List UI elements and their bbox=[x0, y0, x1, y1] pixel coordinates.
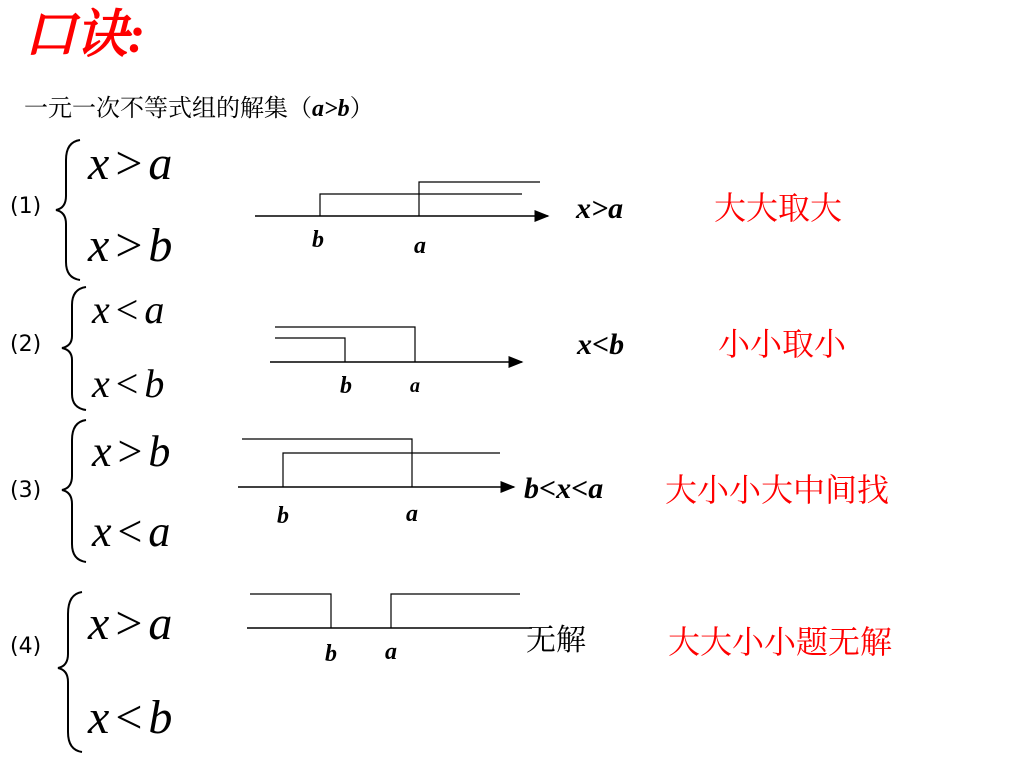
point-label-a: a bbox=[406, 501, 418, 527]
point-label-b: b bbox=[325, 641, 337, 667]
ineq-op: < bbox=[115, 691, 143, 744]
ineq-rhs: b bbox=[148, 219, 173, 272]
inequality-3-2 bbox=[92, 507, 171, 556]
point-label-b: b bbox=[340, 373, 352, 399]
ineq-rhs: a bbox=[144, 287, 165, 332]
number-line-case-4 bbox=[247, 594, 532, 628]
number-line-case-1 bbox=[255, 182, 548, 216]
brace-case-2 bbox=[62, 287, 86, 410]
subtitle-close: ） bbox=[349, 94, 374, 122]
mnemonic-3: 大小小大中间找 bbox=[665, 471, 890, 509]
inequality-1-1 bbox=[88, 137, 173, 190]
ineq-op: > bbox=[115, 219, 143, 272]
brace-case-3 bbox=[62, 420, 86, 562]
mnemonic-4: 大大小小题无解 bbox=[668, 623, 893, 661]
brace-case-4 bbox=[58, 592, 82, 752]
mnemonic-2: 小小取小 bbox=[718, 325, 847, 363]
solution-2: x<b bbox=[577, 328, 625, 361]
ineq-rhs: b bbox=[148, 691, 173, 744]
ineq-rhs: b bbox=[144, 361, 165, 406]
ineq-var: x bbox=[92, 287, 110, 332]
point-label-a: a bbox=[385, 639, 397, 665]
subtitle-text: 一元一次不等式组的解集（ bbox=[24, 94, 312, 122]
case-label-4: (4) bbox=[10, 634, 42, 659]
solution-3: b<x<a bbox=[524, 472, 604, 505]
ineq-var: x bbox=[92, 507, 112, 556]
solution-4: 无解 bbox=[526, 623, 586, 658]
ineq-op: > bbox=[117, 427, 143, 476]
ineq-rhs: a bbox=[148, 507, 171, 556]
case-label-1: (1) bbox=[10, 194, 42, 219]
ineq-rhs: a bbox=[148, 137, 173, 190]
ineq-var: x bbox=[92, 427, 112, 476]
solution-ray-b bbox=[250, 594, 331, 628]
ineq-op: > bbox=[115, 137, 143, 190]
solution-1: x>a bbox=[576, 192, 624, 225]
solution-ray-a bbox=[419, 182, 540, 216]
inequality-4-2 bbox=[88, 691, 173, 744]
ineq-rhs: b bbox=[148, 427, 171, 476]
inequality-2-2 bbox=[92, 361, 165, 406]
case-label-3: (3) bbox=[10, 478, 42, 503]
ineq-op: < bbox=[115, 361, 139, 406]
inequality-4-1 bbox=[88, 597, 173, 650]
slide-title: 口诀: bbox=[24, 7, 146, 64]
brace-case-1 bbox=[56, 140, 80, 280]
solution-ray-a bbox=[391, 594, 520, 628]
ineq-rhs: a bbox=[148, 597, 173, 650]
ineq-var: x bbox=[88, 137, 110, 190]
number-line-case-3 bbox=[238, 439, 514, 487]
ineq-var: x bbox=[92, 361, 110, 406]
inequality-1-2 bbox=[88, 219, 173, 272]
point-label-a: a bbox=[414, 233, 426, 259]
ineq-var: x bbox=[88, 691, 110, 744]
point-label-a: a bbox=[410, 375, 420, 397]
ineq-var: x bbox=[88, 597, 110, 650]
inequality-3-1 bbox=[92, 427, 171, 476]
ineq-var: x bbox=[88, 219, 110, 272]
solution-ray-b bbox=[275, 338, 345, 362]
number-line-case-2 bbox=[270, 327, 522, 362]
solution-ray-b bbox=[320, 194, 522, 216]
subtitle-condition: a>b bbox=[312, 96, 350, 122]
ineq-op: < bbox=[115, 287, 139, 332]
ineq-op: > bbox=[115, 597, 143, 650]
ineq-op: < bbox=[117, 507, 143, 556]
point-label-b: b bbox=[312, 227, 324, 253]
mnemonic-1: 大大取大 bbox=[714, 189, 843, 227]
solution-ray-a bbox=[242, 439, 412, 487]
inequality-2-1 bbox=[92, 287, 165, 332]
solution-ray-b bbox=[283, 453, 500, 487]
case-label-2: (2) bbox=[10, 332, 42, 357]
point-label-b: b bbox=[277, 503, 289, 529]
